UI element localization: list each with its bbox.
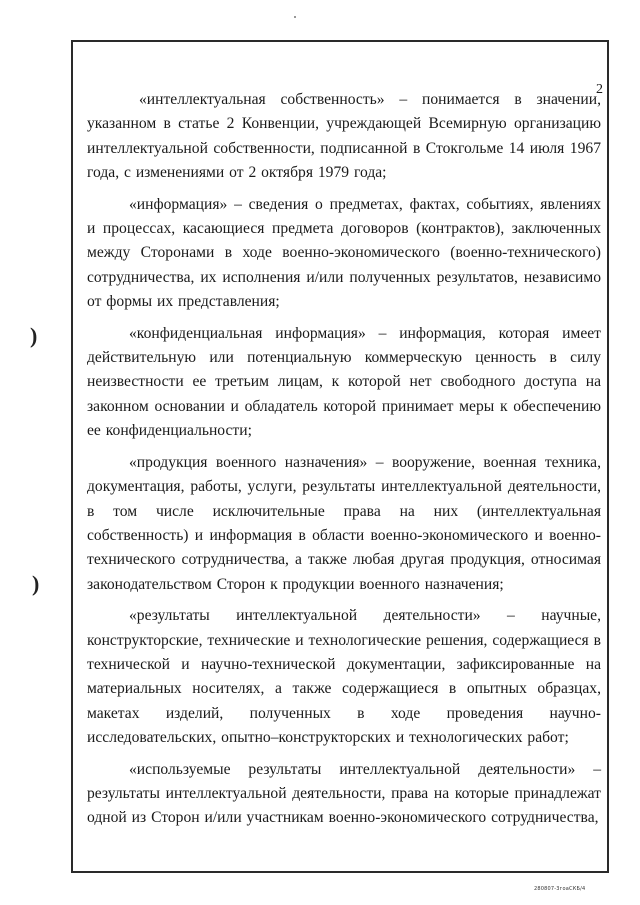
margin-bracket-mark: ) <box>32 571 40 596</box>
page-number: 2 <box>596 82 603 97</box>
definition-used-intellectual-results: «используемые результаты интеллектуальной деятельности» – результаты интеллектуальной деятельности, права на которые принадлежат одной из Сторон и/или участникам военно-экономического сотрудничества, <box>87 760 601 827</box>
margin-bracket-mark: ) <box>30 323 38 348</box>
scan-speck <box>294 16 296 18</box>
definition-intellectual-results: «результаты интеллектуальной деятельности» – научные, конструкторские, технические и технологические решения, содержащиеся в технической и научно-технической документации, зафиксированные на материальных носителях, а также содержащиеся в опытных образцах, макетах изделий, полученных в ходе проведения научно-исследовательских, опытно–конструкторских и технологических работ; <box>87 607 601 747</box>
definition-intellectual-property: «интеллектуальная собственность» – понимается в значении, указанном в статье 2 Конвенции, учреждающей Всемирную организацию интеллектуальной собственности, подписанной в Стокгольме 14 июля 1967 года, с изменениями от 2 октября 1979 года; <box>87 91 601 182</box>
definition-information: «информация» – сведения о предметах, фактах, событиях, явлениях и процессах, касающиеся предмета договоров (контрактов), заключенных между Сторонами в ходе военно-экономического (военно-технического) сотрудничества, их исполнения и/или полученных результатов, независимо от формы их представления; <box>87 195 601 311</box>
definition-confidential-information: «конфиденциальная информация» – информация, которая имеет действительную или потенциальную коммерческую ценность в силу неизвестности ее третьим лицам, к которой нет свободного доступа на законном основании и обладатель которой принимает меры к обеспечению ее конфиденциальности; <box>87 324 601 440</box>
document-body <box>87 88 601 831</box>
footer-code: 280807-3гоаСКБ/4 <box>534 886 586 892</box>
definition-military-products: «продукция военного назначения» – вооружение, военная техника, документация, работы, услуги, результаты интеллектуальной деятельности, в том числе исключительные права на них (интеллектуальная собственность) и информация в области военно-экономического и военно-технического сотрудничества, а также любая другая продукция, относимая законодательством Сторон к продукции военного назначения; <box>87 453 601 593</box>
